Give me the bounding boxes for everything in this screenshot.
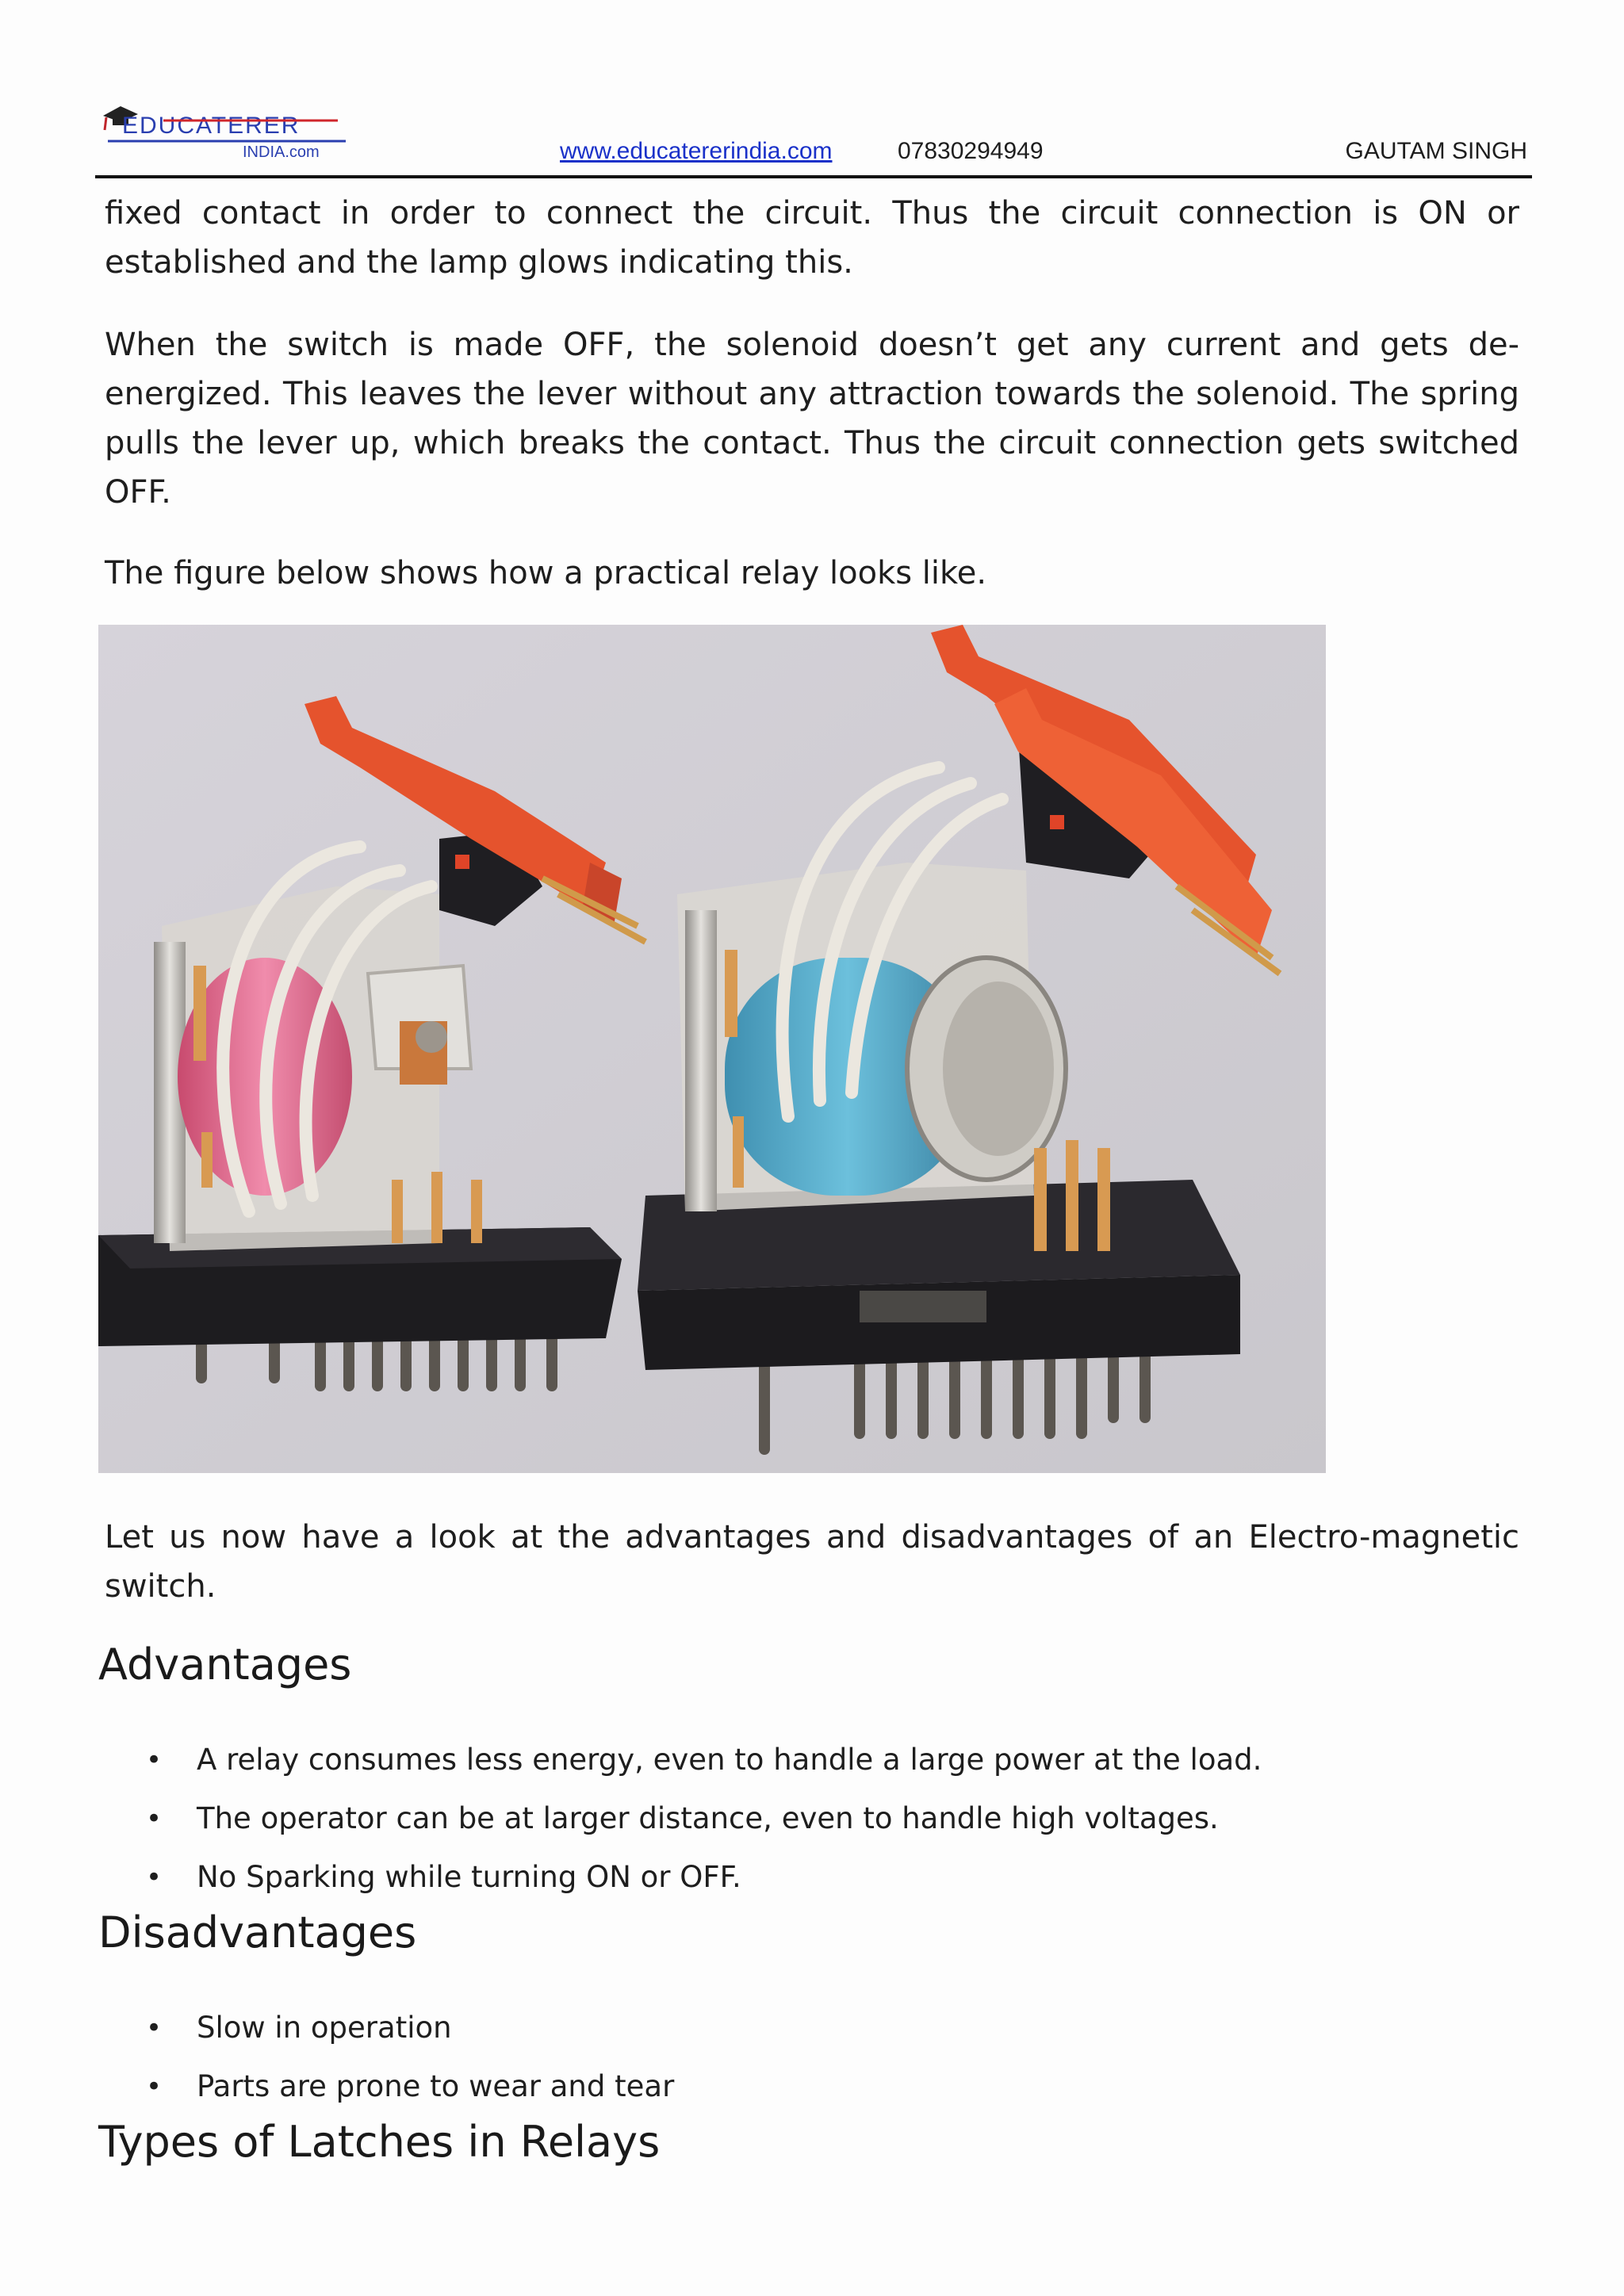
bullet-icon: •	[146, 1744, 163, 1776]
types-of-latches-heading: Types of Latches in Relays	[98, 2117, 661, 2167]
list-item-text: The operator can be at larger distance, even to handle high voltages.	[197, 1801, 1219, 1835]
list-item-text: Parts are prone to wear and tear	[197, 2069, 675, 2103]
bullet-icon: •	[146, 2012, 163, 2044]
educaterer-logo	[100, 98, 354, 162]
phone-number: 07830294949	[898, 138, 1044, 164]
list-item-text: A relay consumes less energy, even to handle a large power at the load.	[197, 1743, 1262, 1777]
advantages-heading: Advantages	[98, 1640, 352, 1689]
paragraph-figure-intro: The figure below shows how a practical relay looks like.	[105, 555, 987, 591]
disadvantages-heading: Disadvantages	[98, 1908, 417, 1957]
relay-photo	[98, 625, 1326, 1473]
author-name: GAUTAM SINGH	[1345, 138, 1527, 164]
paragraph-switch-off: When the switch is made OFF, the solenoid doesn’t get any current and gets de-energized. This leaves the lever without any attraction towards the solenoid. The spring pulls the lever up, which breaks the contact. Thus the circuit connection gets switched OFF.	[105, 327, 1519, 511]
bullet-icon: •	[146, 2071, 163, 2103]
list-item-text: Slow in operation	[197, 2011, 452, 2045]
paragraph-pros-cons-intro: Let us now have a look at the advantages and disadvantages of an Electro-magnetic switch.	[105, 1519, 1519, 1605]
website-link[interactable]: www.educatererindia.com	[560, 138, 833, 164]
list-item-text: No Sparking while turning ON or OFF.	[197, 1860, 741, 1894]
relay-illustration	[98, 625, 1326, 1473]
header-divider	[95, 175, 1532, 178]
svg-text:INDIA.com: INDIA.com	[243, 144, 320, 161]
bullet-icon: •	[146, 1803, 163, 1835]
paragraph-circuit-on: fixed contact in order to connect the circuit. Thus the circuit connection is ON or established and the lamp glows indicating this.	[105, 195, 1519, 281]
svg-text:EDUCATERER: EDUCATERER	[122, 113, 301, 139]
bullet-icon: •	[146, 1862, 163, 1893]
